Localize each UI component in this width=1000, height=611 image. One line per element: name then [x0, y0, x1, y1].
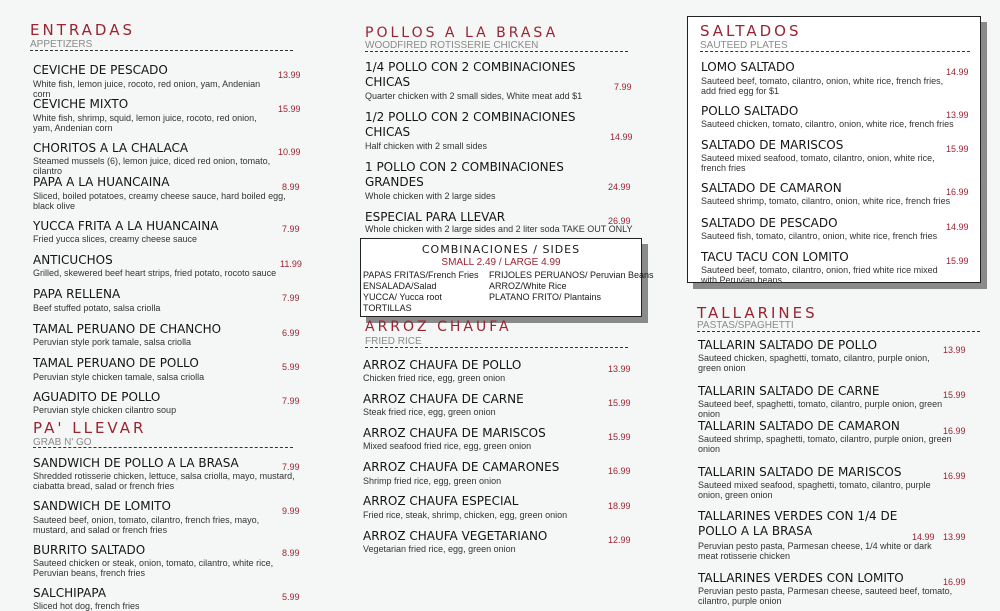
menu-item-name: TAMAL PERUANO DE POLLO [33, 356, 199, 370]
menu-item-desc: Sliced hot dog, french fries [33, 601, 140, 611]
menu-item-name: ARROZ CHAUFA ESPECIAL [363, 494, 519, 508]
menu-item-price: 5.99 [282, 592, 300, 602]
menu-item-desc: Sauteed mixed seafood, tomato, cilantro, onion, white rice, french fries [701, 153, 935, 173]
menu-item-desc: Grilled, skewered beef heart strips, fried potato, rocoto sauce [33, 268, 277, 278]
menu-item-price: 16.99 [943, 577, 966, 587]
menu-item-price: 13.99 [946, 110, 969, 120]
menu-item-name: TALLARINES VERDES CON LOMITO [698, 571, 904, 585]
menu-item-price: 13.99 [608, 364, 631, 374]
menu-item-name: PAPA RELLENA [33, 287, 121, 301]
menu-item-name: SANDWICH DE LOMITO [33, 499, 171, 513]
menu-item-price: 15.99 [608, 398, 631, 408]
menu-item-price: 15.99 [943, 390, 966, 400]
combos-subtitle: SMALL 2.49 / LARGE 4.99 [441, 257, 561, 268]
menu-item-desc: Peruvian pesto pasta, Parmesan cheese, sauteed beef, tomato, cilantro, purple onion [698, 586, 953, 606]
menu-item-price: 8.99 [282, 182, 300, 192]
saltados-divider [700, 51, 970, 52]
menu-item-price: 16.99 [608, 466, 631, 476]
menu-item-price: 16.99 [943, 426, 966, 436]
entradas-subtitle: APPETIZERS [30, 39, 93, 50]
menu-item-name: SALTADO DE MARISCOS [701, 138, 844, 152]
menu-item-name: CEVICHE DE PESCADO [33, 63, 168, 77]
menu-item-price: 24.99 [608, 182, 631, 192]
menu-item-name: LOMO SALTADO [701, 60, 795, 74]
menu-item-price: 15.99 [946, 144, 969, 154]
menu-item-name: POLLO SALTADO [701, 104, 799, 118]
menu-item-desc: Chicken fried rice, egg, green onion [363, 373, 506, 383]
menu-item-name: SALCHIPAPA [33, 586, 107, 600]
menu-item-desc: Sauteed beef, tomato, cilantro, onion, white rice, french fries, add fried egg for $1 [701, 76, 944, 96]
menu-item-name: ARROZ CHAUFA DE POLLO [363, 358, 522, 372]
menu-item-name: TALLARIN SALTADO DE POLLO [698, 338, 878, 352]
menu-item-name: TALLARIN SALTADO DE CAMARON [698, 419, 900, 433]
menu-item-name: YUCCA FRITA A LA HUANCAINA [33, 219, 219, 233]
menu-item-name: TACU TACU CON LOMITO [701, 250, 849, 264]
menu-item-price: 10.99 [278, 147, 301, 157]
combo-item: TORTILLAS [363, 303, 412, 313]
menu-item-desc: Whole chicken with 2 large sides and 2 liter soda TAKE OUT ONLY [365, 224, 633, 234]
menu-item-name: TAMAL PERUANO DE CHANCHO [33, 322, 222, 336]
menu-item-desc: Sliced, boiled potatoes, creamy cheese sauce, hard boiled egg, black olive [33, 191, 286, 211]
menu-item-desc: Fried rice, steak, shrimp, chicken, egg, green onion [363, 510, 568, 520]
menu-item-desc: Peruvian pesto pasta, Parmesan cheese, 1/4 white or dark meat rotisserie chicken [698, 541, 932, 561]
saltados-subtitle: SAUTEED PLATES [700, 40, 788, 51]
menu-item-desc: Sauteed shrimp, spaghetti, tomato, cilantro, purple onion, green onion [698, 434, 952, 454]
menu-item-name: BURRITO SALTADO [33, 543, 146, 557]
menu-item-desc: Sauteed beef, onion, tomato, cilantro, french fries, mayo, mustard, and salad or french fries [33, 515, 260, 535]
menu-item-price: 7.99 [282, 396, 300, 406]
pallevar-title: PA' LLEVAR [33, 419, 147, 437]
menu-item-desc: Beef stuffed potato, salsa criolla [33, 303, 161, 313]
tallarines-title: TALLARINES [697, 304, 818, 322]
menu-item-desc: Shrimp fried rice, egg, green onion [363, 476, 502, 486]
menu-item-price: 9.99 [282, 506, 300, 516]
menu-item-desc: Peruvian style chicken tamale, salsa criolla [33, 372, 205, 382]
menu-item-desc: Sauteed mixed seafood, spaghetti, tomato, cilantro, purple onion, green onion [698, 480, 931, 500]
menu-item-desc: Sauteed chicken, tomato, cilantro, onion, white rice, french fries [701, 119, 954, 129]
arroz-subtitle: FRIED RICE [365, 336, 422, 347]
menu-item-desc: Peruvian style chicken cilantro soup [33, 405, 177, 415]
menu-item-price: 14.99 [912, 532, 935, 542]
menu-item-price: 26.99 [608, 216, 631, 226]
menu-item-price: 7.99 [282, 224, 300, 234]
combo-item: ENSALADA/Salad [363, 281, 437, 291]
menu-item-desc: Steamed mussels (6), lemon juice, diced red onion, tomato, cilantro [33, 156, 271, 176]
menu-item-price: 18.99 [608, 501, 631, 511]
entradas-divider [30, 50, 293, 51]
menu-item-desc: Steak fried rice, egg, green onion [363, 407, 496, 417]
menu-item-name: 1/4 POLLO CON 2 COMBINACIONES CHICAS [365, 60, 576, 89]
menu-item-desc: Sauteed chicken, spaghetti, tomato, cilantro, purple onion, green onion [698, 353, 930, 373]
menu-item-name: 1/2 POLLO CON 2 COMBINACIONES CHICAS [365, 110, 576, 139]
menu-item-price: 7.99 [282, 293, 300, 303]
menu-item-name: CEVICHE MIXTO [33, 97, 129, 111]
arroz-title: ARROZ CHAUFA [365, 319, 512, 335]
pollos-divider [365, 51, 628, 52]
menu-item-desc: Quarter chicken with 2 small sides, White meat add $1 [365, 91, 583, 101]
pallevar-subtitle: GRAB N' GO [33, 437, 92, 448]
menu-item-desc: Half chicken with 2 small sides [365, 141, 488, 151]
saltados-title: SALTADOS [700, 22, 802, 40]
combos-left-list [363, 270, 479, 314]
combo-item: PLATANO FRITO/ Plantains [489, 292, 602, 302]
menu-item-price: 16.99 [943, 471, 966, 481]
menu-item-price: 7.99 [614, 82, 632, 92]
tallarines-subtitle: PASTAS/SPAGHETTI [697, 320, 794, 331]
menu-item-name: ARROZ CHAUFA VEGETARIANO [363, 529, 548, 543]
menu-item-price: 5.99 [282, 362, 300, 372]
menu-item-name: ARROZ CHAUFA DE MARISCOS [363, 426, 546, 440]
menu-item-price: 14.99 [946, 67, 969, 77]
menu-item-desc: Sauteed beef, spaghetti, tomato, cilantro, purple onion, green onion [698, 399, 943, 419]
menu-item-price: 14.99 [610, 132, 633, 142]
combo-item: FRIJOLES PERUANOS/ Peruvian Beans [489, 270, 654, 280]
menu-item-name: PAPA A LA HUANCAINA [33, 175, 170, 189]
pallevar-divider [33, 447, 293, 448]
menu-item-name: 1 POLLO CON 2 COMBINACIONES GRANDES [365, 160, 564, 189]
tallarines-divider [697, 331, 980, 332]
menu-item-desc: Vegetarian fried rice, egg, green onion [363, 544, 516, 554]
combos-right-list [489, 270, 654, 303]
menu-item-name: ARROZ CHAUFA DE CAMARONES [363, 460, 560, 474]
menu-item-name: SALTADO DE PESCADO [701, 216, 838, 230]
combo-item: YUCCA/ Yucca root [363, 292, 442, 302]
menu-item-desc: Fried yucca slices, creamy cheese sauce [33, 234, 198, 244]
combos-box [360, 238, 654, 317]
entradas-title: ENTRADAS [30, 21, 136, 39]
pollos-title: POLLOS A LA BRASA [365, 25, 559, 41]
combo-item: PAPAS FRITAS/French Fries [363, 270, 479, 280]
menu-item-desc: Sauteed beef, tomato, cilantro, onion, fried white rice mixed with Peruvian beans [701, 265, 938, 285]
menu-item-desc: Mixed seafood fried rice, egg, green onion [363, 441, 532, 451]
menu-item-price: 15.99 [608, 432, 631, 442]
menu-item-name: CHORITOS A LA CHALACA [33, 141, 189, 155]
menu-item-price: 16.99 [946, 187, 969, 197]
arroz-divider [365, 347, 628, 348]
menu-item-name: ANTICUCHOS [33, 253, 113, 267]
menu-item-name: SANDWICH DE POLLO A LA BRASA [33, 456, 239, 470]
menu-item-price: 14.99 [946, 222, 969, 232]
menu-item-price-alt: 13.99 [943, 532, 966, 542]
combos-title: COMBINACIONES / SIDES [421, 243, 581, 256]
menu-item-desc: White fish, lemon juice, rocoto, red onion, yam, Andenian corn [33, 79, 261, 99]
menu-item-name: AGUADITO DE POLLO [33, 390, 161, 404]
menu-item-name: TALLARIN SALTADO DE CARNE [698, 384, 880, 398]
menu-item-desc: Sauteed chicken or steak, onion, tomato, cilantro, white rice, Peruvian beans, french fries [33, 558, 274, 578]
menu-item-name: SALTADO DE CAMARON [701, 181, 842, 195]
menu-item-name: ARROZ CHAUFA DE CARNE [363, 392, 524, 406]
menu-item-price: 12.99 [608, 535, 631, 545]
menu-item-price: 13.99 [278, 70, 301, 80]
menu-item-desc: Shredded rotisserie chicken, lettuce, salsa criolla, mayo, mustard, ciabatta bread, salad or french fries [33, 471, 295, 491]
menu-item-price: 11.99 [280, 259, 302, 269]
menu-item-desc: Sauteed shrimp, tomato, cilantro, onion, white rice, french fries [701, 196, 951, 206]
menu-item-price: 6.99 [282, 328, 300, 338]
menu-item-price: 13.99 [943, 345, 966, 355]
menu-item-name: TALLARINES VERDES CON 1/4 DE POLLO A LA BRASA [698, 509, 898, 538]
menu-item-name: ESPECIAL PARA LLEVAR [365, 210, 506, 224]
menu-item-price: 15.99 [946, 256, 969, 266]
menu-item-desc: Sauteed fish, tomato, cilantro, onion, white rice, french fries [701, 231, 938, 241]
menu-item-desc: White fish, shrimp, squid, lemon juice, rocoto, red onion, yam, Andenian corn [33, 113, 257, 133]
pollos-subtitle: WOODFIRED ROTISSERIE CHICKEN [365, 40, 539, 51]
menu-item-price: 15.99 [278, 104, 301, 114]
menu-item-price: 8.99 [282, 548, 300, 558]
menu-item-desc: Peruvian style pork tamale, salsa criolla [33, 337, 192, 347]
combo-item: ARROZ/White Rice [489, 281, 567, 291]
menu-item-name: TALLARIN SALTADO DE MARISCOS [698, 465, 902, 479]
menu-item-price: 7.99 [282, 462, 300, 472]
menu-item-desc: Whole chicken with 2 large sides [365, 191, 496, 201]
